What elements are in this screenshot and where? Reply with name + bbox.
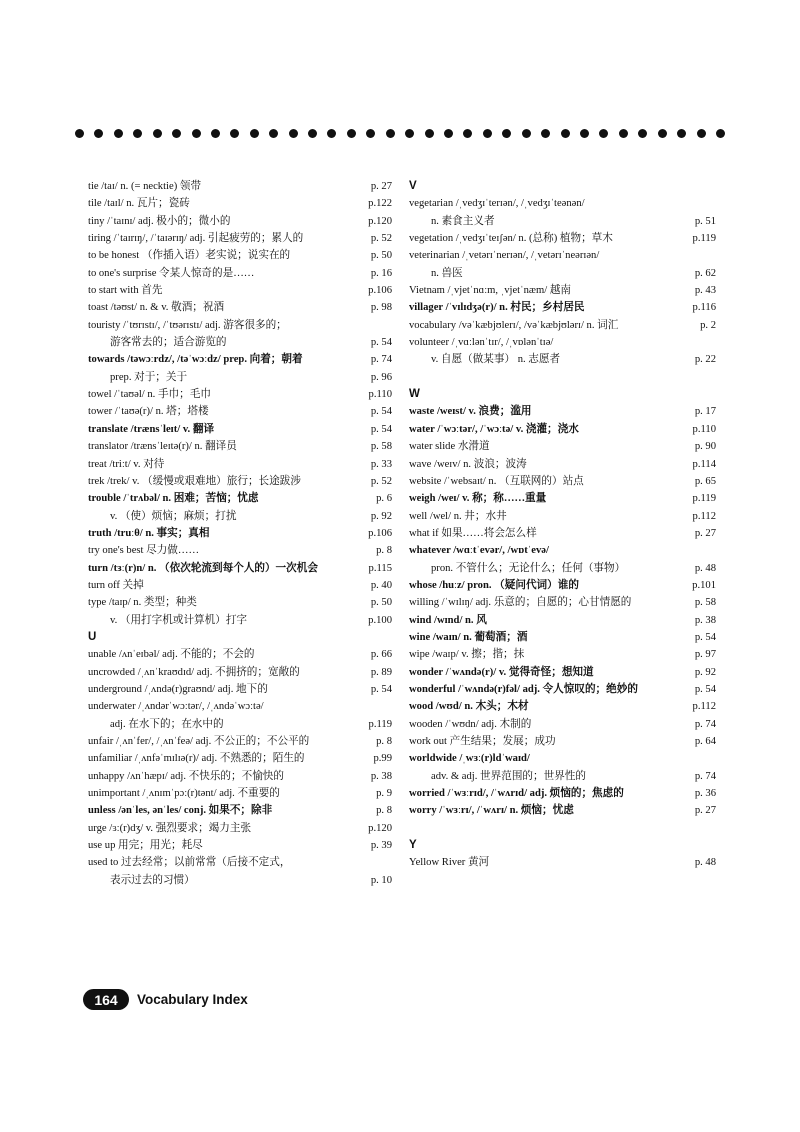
index-column-right — [409, 178, 716, 872]
entry-page: p. 39 — [370, 840, 392, 852]
rule-dot — [94, 129, 103, 138]
entry-page: p. 22 — [694, 354, 716, 366]
entry-page: p.120 — [368, 215, 392, 227]
entry-text: volunteer /ˌvɑːlənˈtɪr/, /ˌvɒlənˈtɪə/ — [409, 337, 554, 349]
index-entry — [88, 664, 392, 681]
index-entry — [88, 854, 392, 871]
entry-text: tie /taɪ/ n. (= necktie) 领带 — [88, 181, 202, 192]
index-entry — [88, 299, 392, 316]
index-entry — [88, 213, 392, 230]
rule-dot — [347, 129, 356, 138]
entry-page: p. 8 — [376, 545, 392, 557]
entry-page: p. 38 — [694, 614, 716, 626]
index-entry — [88, 421, 392, 438]
entry-page: p. 74 — [370, 354, 392, 366]
index-entry — [88, 785, 392, 802]
index-entry — [409, 768, 716, 785]
entry-text: Yellow River 黄河 — [409, 857, 490, 869]
entry-page: p.115 — [368, 562, 392, 574]
entry-page: p. 17 — [694, 406, 716, 418]
index-entry — [409, 854, 716, 871]
entry-page: p. 16 — [370, 267, 392, 279]
rule-dot — [269, 129, 278, 138]
rule-dot — [75, 129, 84, 138]
entry-page: p. 48 — [694, 857, 716, 869]
index-entry — [88, 716, 392, 733]
entry-page: p. 92 — [370, 510, 392, 522]
entry-page: p. 27 — [694, 527, 716, 539]
entry-page: p. 8 — [376, 736, 392, 747]
rule-dot — [599, 129, 608, 138]
entry-text: truth /truːθ/ n. 事实；真相 — [88, 527, 210, 539]
index-entry — [88, 681, 392, 698]
entry-text: used to 过去经常；以前常常（后接不定式， — [88, 857, 291, 869]
index-entry — [88, 733, 392, 750]
entry-page: p. 54 — [370, 337, 392, 349]
entry-text: translate /trænsˈleɪt/ v. 翻译 — [88, 423, 215, 435]
entry-text: adj. 在水下的；在水中的 — [110, 718, 224, 730]
index-entry — [88, 698, 392, 715]
index-entry — [409, 646, 716, 663]
rule-dot — [366, 129, 375, 138]
index-entry — [88, 386, 392, 403]
rule-dot — [230, 129, 239, 138]
entry-text: wine /waɪn/ n. 葡萄酒；酒 — [409, 631, 528, 643]
rule-dot — [250, 129, 259, 138]
entry-text: type /taɪp/ n. 类型；种类 — [88, 597, 197, 609]
index-entry — [409, 698, 716, 715]
entry-page: p. 51 — [694, 215, 716, 227]
entry-page: p. 52 — [370, 475, 392, 487]
index-entry — [409, 525, 716, 542]
index-entry — [88, 334, 392, 351]
entry-text: urge /ɜː(r)dʒ/ v. 强烈要求；竭力主张 — [88, 822, 252, 834]
entry-page: p.119 — [692, 493, 716, 505]
entry-page: p. 96 — [370, 371, 392, 383]
index-entry — [88, 351, 392, 368]
rule-dot — [580, 129, 589, 138]
index-entry — [88, 456, 392, 473]
entry-text: adv. & adj. 世界范围的；世界性的 — [431, 770, 586, 782]
index-entry — [88, 490, 392, 507]
entry-text: wooden /ˈwʊdn/ adj. 木制的 — [409, 718, 532, 730]
entry-text: vegetation /ˌvedʒɪˈteɪʃən/ n. (总称) 植物；草木 — [409, 233, 613, 245]
rule-dot — [522, 129, 531, 138]
index-entry — [88, 247, 392, 264]
entry-text: unless /ənˈles, ənˈles/ conj. 如果不；除非 — [88, 805, 273, 817]
rule-dot — [308, 129, 317, 138]
entry-text: wind /wɪnd/ n. 风 — [409, 614, 487, 626]
entry-text: unfamiliar /ˌʌnfəˈmɪlɪə(r)/ adj. 不熟悉的；陌生的 — [88, 753, 305, 765]
entry-page: p.119 — [368, 718, 392, 730]
index-entry — [88, 195, 392, 212]
index-entry — [88, 265, 392, 282]
page-footer — [83, 989, 248, 1010]
entry-text: trouble /ˈtrʌbəl/ n. 困难；苦恼；忧虑 — [88, 493, 259, 505]
index-entry — [409, 490, 716, 507]
entry-text: n. 兽医 — [431, 267, 463, 279]
entry-page: p. 27 — [694, 805, 716, 817]
index-entry — [409, 351, 716, 368]
entry-page: p. 65 — [694, 475, 716, 487]
index-entry — [88, 577, 392, 594]
index-entry — [88, 438, 392, 455]
entry-page: p.120 — [368, 822, 392, 834]
entry-page: p.99 — [373, 753, 392, 765]
page-number-badge: 164 — [83, 989, 129, 1010]
section-gap — [409, 820, 716, 837]
entry-page: p.112 — [692, 510, 716, 522]
rule-dot — [211, 129, 220, 138]
entry-page: p.116 — [692, 302, 716, 314]
entry-page: p. 50 — [370, 250, 392, 262]
entry-text: toast /təʊst/ n. & v. 敬酒；祝酒 — [88, 302, 225, 314]
entry-text: to start with 首先 — [88, 285, 163, 297]
index-entry — [88, 317, 392, 334]
entry-text: underwater /ˌʌndərˈwɔːtər/, /ˌʌndəˈwɔːtə/ — [88, 701, 264, 713]
index-entry — [409, 317, 716, 334]
index-entry — [88, 282, 392, 299]
entry-page: p. 64 — [694, 736, 716, 747]
index-column-left — [88, 178, 392, 889]
entry-text: weigh /weɪ/ v. 称；称……重量 — [409, 493, 547, 505]
rule-dot — [561, 129, 570, 138]
entry-text: worldwide /ˌwɜː(r)ldˈwaɪd/ — [409, 753, 530, 765]
entry-text: towards /təwɔːrdz/, /təˈwɔːdz/ prep. 向着；朝着 — [88, 354, 303, 366]
index-entry — [88, 560, 392, 577]
entry-text: underground /ˌʌndə(r)graʊnd/ adj. 地下的 — [88, 683, 268, 695]
index-entry — [409, 456, 716, 473]
rule-dot — [483, 129, 492, 138]
entry-page: p. 36 — [694, 788, 716, 800]
entry-text: touristy /ˈtʊrɪstɪ/, /ˈtʊərɪstɪ/ adj. 游客很多的； — [88, 319, 287, 331]
entry-text: n. 素食主义者 — [431, 215, 495, 227]
rule-dot — [619, 129, 628, 138]
index-entry — [88, 612, 392, 629]
entry-text: v. 自愿（做某事） n. 志愿者 — [431, 354, 561, 366]
index-entry — [88, 369, 392, 386]
entry-page: p.122 — [368, 198, 392, 210]
entry-page: p. 54 — [694, 631, 716, 643]
index-entry — [88, 473, 392, 490]
index-entry — [88, 820, 392, 837]
entry-text: water slide 水滑道 — [409, 441, 490, 453]
rule-dot — [502, 129, 511, 138]
entry-text: unable /ʌnˈeɪbəl/ adj. 不能的；不会的 — [88, 649, 255, 661]
index-entry — [409, 247, 716, 264]
entry-text: unimportant /ˌʌnɪmˈpɔː(r)tənt/ adj. 不重要的 — [88, 788, 280, 800]
rule-dot — [386, 129, 395, 138]
rule-dot — [114, 129, 123, 138]
entry-page: p. 92 — [694, 666, 716, 678]
index-entry — [409, 421, 716, 438]
index-entry — [88, 403, 392, 420]
entry-text: Vietnam /ˌvjetˈnɑːm, ˌvjetˈnæm/ 越南 — [409, 285, 572, 297]
index-entry — [409, 473, 716, 490]
index-entry — [409, 750, 716, 767]
index-entry — [88, 230, 392, 247]
entry-page: p. 33 — [370, 458, 392, 470]
rule-dot — [444, 129, 453, 138]
entry-text: veterinarian /ˌvetərɪˈnerɪən/, /ˌvetərɪˈneərɪən/ — [409, 250, 600, 262]
rule-dot — [658, 129, 667, 138]
dotted-rule — [75, 127, 725, 139]
index-entry — [409, 681, 716, 698]
entry-text: tiring /ˈtaɪrɪŋ/, /ˈtaɪərɪŋ/ adj. 引起疲劳的；累人的 — [88, 233, 304, 245]
entry-page: p.114 — [692, 458, 716, 470]
entry-text: translator /trænsˈleɪtə(r)/ n. 翻译员 — [88, 441, 237, 453]
index-entry — [88, 542, 392, 559]
entry-page: p. 97 — [694, 649, 716, 661]
entry-text: prep. 对于；关于 — [110, 371, 188, 383]
rule-dot — [541, 129, 550, 138]
entry-text: vegetarian /ˌvedʒɪˈterɪən/, /ˌvedʒɪˈteənən/ — [409, 198, 585, 210]
entry-text: water /ˈwɔːtər/, /ˈwɔːtə/ v. 浇灌；浇水 — [409, 423, 579, 435]
index-entry — [409, 230, 716, 247]
entry-text: towel /ˈtaʊəl/ n. 手巾；毛巾 — [88, 389, 211, 401]
index-entry — [409, 716, 716, 733]
entry-page: p. 74 — [694, 770, 716, 782]
rule-dot — [716, 129, 725, 138]
index-entry — [409, 612, 716, 629]
rule-dot — [133, 129, 142, 138]
index-entry — [88, 178, 392, 195]
entry-page: p.106 — [368, 285, 392, 297]
entry-page: p. 54 — [370, 423, 392, 435]
index-entry — [88, 525, 392, 542]
entry-page: p. 54 — [694, 683, 716, 695]
section-gap — [409, 369, 716, 386]
index-entry — [88, 594, 392, 611]
entry-text: worried /ˈwɜːrɪd/, /ˈwʌrɪd/ adj. 烦恼的；焦虑的 — [409, 788, 624, 800]
section-letter: Y — [409, 839, 417, 852]
entry-page: p. 38 — [370, 770, 392, 782]
entry-text: wonder /ˈwʌndə(r)/ v. 觉得奇怪；想知道 — [409, 666, 594, 678]
entry-text: work out 产生结果；发展；成功 — [409, 736, 556, 747]
entry-text: v. （用打字机或计算机）打字 — [110, 614, 248, 626]
rule-dot — [172, 129, 181, 138]
entry-page: p. 43 — [694, 285, 716, 297]
index-entry — [409, 560, 716, 577]
entry-page: p. 58 — [370, 441, 392, 453]
section-letter: U — [88, 630, 97, 643]
entry-text: treat /triːt/ v. 对待 — [88, 458, 165, 470]
entry-page: p. 48 — [694, 562, 716, 574]
index-entry — [88, 750, 392, 767]
section-letter: V — [409, 180, 417, 192]
entry-text: wonderful /ˈwʌndə(r)fəl/ adj. 令人惊叹的；绝妙的 — [409, 683, 638, 695]
entry-text: tower /ˈtaʊə(r)/ n. 塔；塔楼 — [88, 406, 209, 418]
index-entry — [409, 299, 716, 316]
rule-dot — [638, 129, 647, 138]
entry-text: wipe /waɪp/ v. 擦；揩；抹 — [409, 649, 525, 661]
entry-text: use up 用完；用光；耗尽 — [88, 840, 203, 852]
entry-text: 表示过去的习惯） — [110, 874, 195, 886]
index-entry — [88, 768, 392, 785]
index-entry — [88, 802, 392, 819]
entry-page: p.110 — [692, 423, 716, 435]
entry-text: whatever /wɑːtˈevər/, /wɒtˈevə/ — [409, 545, 549, 557]
entry-text: willing /ˈwɪlɪŋ/ adj. 乐意的；自愿的；心甘情愿的 — [409, 597, 632, 609]
entry-text: waste /weɪst/ v. 浪费；滥用 — [409, 406, 532, 418]
rule-dot — [153, 129, 162, 138]
entry-page: p. 89 — [370, 666, 392, 678]
index-entry — [409, 802, 716, 819]
entry-text: to one's surprise 令某人惊奇的是…… — [88, 267, 255, 279]
index-entry — [409, 664, 716, 681]
entry-text: wood /wʊd/ n. 木头；木材 — [409, 701, 529, 713]
entry-page: p.112 — [692, 701, 716, 713]
rule-dot — [289, 129, 298, 138]
entry-page: p. 54 — [370, 406, 392, 418]
index-entry — [409, 334, 716, 351]
index-entry — [88, 872, 392, 889]
entry-page: p. 74 — [694, 718, 716, 730]
footer-title: Vocabulary Index — [137, 992, 248, 1007]
entry-text: try one's best 尽力做…… — [88, 545, 200, 557]
entry-text: trek /trek/ v. （缓慢或艰难地）旅行；长途跋涉 — [88, 475, 301, 487]
index-entry — [409, 629, 716, 646]
entry-page: p. 40 — [370, 579, 392, 591]
index-entry — [409, 403, 716, 420]
entry-page: p. 2 — [700, 319, 716, 331]
index-entry — [409, 508, 716, 525]
section-letter: W — [409, 388, 420, 401]
rule-dot — [697, 129, 706, 138]
rule-dot — [405, 129, 414, 138]
entry-text: villager /ˈvɪlɪdʒə(r)/ n. 村民；乡村居民 — [409, 302, 585, 314]
rule-dot — [425, 129, 434, 138]
index-entry — [409, 213, 716, 230]
entry-text: whose /huːz/ pron. （疑问代词）谁的 — [409, 579, 579, 591]
rule-dot — [327, 129, 336, 138]
index-entry — [409, 785, 716, 802]
entry-text: tile /taɪl/ n. 瓦片；瓷砖 — [88, 198, 190, 210]
index-entry — [409, 577, 716, 594]
entry-page: p.101 — [692, 579, 716, 591]
index-entry — [409, 438, 716, 455]
rule-dot — [463, 129, 472, 138]
entry-text: turn /tɜː(r)n/ n. （依次轮流到每个人的）一次机会 — [88, 562, 318, 574]
entry-text: what if 如果……将会怎么样 — [409, 527, 537, 539]
entry-text: tiny /ˈtaɪnɪ/ adj. 极小的；微小的 — [88, 215, 231, 227]
index-entry — [409, 265, 716, 282]
entry-text: vocabulary /vəˈkæbjʊlerɪ/, /vəˈkæbjʊlərɪ/ n. 词汇 — [409, 319, 619, 331]
rule-dot — [192, 129, 201, 138]
index-entry — [409, 282, 716, 299]
entry-page: p. 9 — [376, 788, 392, 800]
entry-page: p. 90 — [694, 441, 716, 453]
entry-page: p.100 — [368, 614, 392, 626]
entry-page: p. 98 — [370, 302, 392, 314]
entry-page: p. 8 — [376, 805, 392, 817]
entry-page: p. 54 — [370, 683, 392, 695]
entry-text: turn off 关掉 — [88, 579, 144, 591]
entry-page: p. 66 — [370, 649, 392, 661]
entry-text: wave /weɪv/ n. 波浪；波涛 — [409, 458, 527, 470]
entry-page: p. 50 — [370, 597, 392, 609]
index-entry — [88, 508, 392, 525]
entry-text: worry /ˈwɜːrɪ/, /ˈwʌrɪ/ n. 烦恼；忧虑 — [409, 805, 574, 817]
entry-text: to be honest （作插入语）老实说；说实在的 — [88, 250, 291, 262]
entry-text: unfair /ˌʌnˈfer/, /ˌʌnˈfeə/ adj. 不公正的；不公平的 — [88, 736, 310, 747]
entry-page: p.119 — [692, 233, 716, 245]
entry-page: p.110 — [368, 389, 392, 401]
index-entry — [88, 837, 392, 854]
entry-text: pron. 不管什么；无论什么；任何（事物） — [431, 562, 626, 574]
index-entry — [409, 542, 716, 559]
entry-text: unhappy /ʌnˈhæpɪ/ adj. 不快乐的；不愉快的 — [88, 770, 284, 782]
entry-page: p. 62 — [694, 267, 716, 279]
entry-page: p.106 — [368, 527, 392, 539]
entry-text: uncrowded /ˌʌnˈkraʊdɪd/ adj. 不拥挤的；宽敞的 — [88, 666, 300, 678]
entry-page: p. 27 — [370, 181, 392, 192]
entry-page: p. 10 — [370, 874, 392, 886]
entry-text: v. （使）烦恼；麻烦；打扰 — [110, 510, 237, 522]
entry-page: p. 58 — [694, 597, 716, 609]
index-entry — [409, 195, 716, 212]
entry-page: p. 52 — [370, 233, 392, 245]
index-entry — [88, 646, 392, 663]
entry-text: 游客常去的；适合游览的 — [110, 337, 227, 349]
entry-text: website /ˈwebsaɪt/ n. （互联网的）站点 — [409, 475, 584, 487]
rule-dot — [677, 129, 686, 138]
entry-text: well /wel/ n. 井；水井 — [409, 510, 507, 522]
index-entry — [409, 733, 716, 750]
entry-page: p. 6 — [376, 493, 392, 505]
index-entry — [409, 594, 716, 611]
